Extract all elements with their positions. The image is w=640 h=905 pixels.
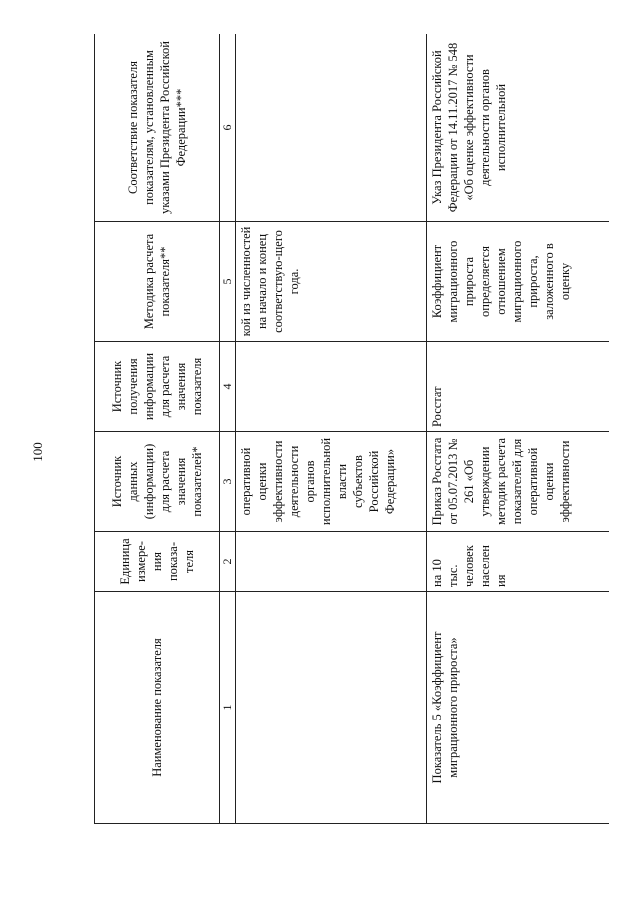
data-source-cell: Приказ Росстата от 05.07.2013 № 261 «Об утверждении методик расчета показателей для оперативной оценки эффективности bbox=[427, 432, 609, 532]
column-number: 5 bbox=[220, 222, 236, 342]
header-compliance: Соответствие показателя показателям, установленным указами Президента Российской Федерации*** bbox=[95, 34, 220, 222]
column-number: 2 bbox=[220, 532, 236, 592]
page-number: 100 bbox=[30, 442, 45, 462]
indicator-name-cell: Показатель 5 «Коэффициент миграционного прироста» bbox=[427, 592, 609, 824]
table-cell: кой из численностей на начало и конец соответствую-щего года. bbox=[236, 222, 427, 342]
table-cell: оперативной оценки эффективности деятельности органов исполнительной власти субъектов Российской Федерации» bbox=[236, 432, 427, 532]
header-indicator-name: Наименование показателя bbox=[95, 592, 220, 824]
table-cell bbox=[236, 532, 427, 592]
column-number: 4 bbox=[220, 342, 236, 432]
info-source-cell: Росстат bbox=[427, 342, 609, 432]
continuation-row bbox=[236, 34, 427, 824]
column-number-row bbox=[220, 34, 236, 824]
indicator-row bbox=[427, 34, 609, 824]
method-cell: Коэффициент миграционного прироста определяется отношением миграционного прироста, заложенного в оценку bbox=[427, 222, 609, 342]
header-data-source: Источник данных (информации) для расчета значения показателей* bbox=[95, 432, 220, 532]
header-unit: Единица измере-ния показа-теля bbox=[95, 532, 220, 592]
table-container bbox=[94, 34, 609, 824]
table-cell bbox=[236, 342, 427, 432]
header-info-source: Источник получения информации для расчета значения показателя bbox=[95, 342, 220, 432]
header-method: Методика расчета показателя** bbox=[95, 222, 220, 342]
column-number: 1 bbox=[220, 592, 236, 824]
table-cell bbox=[236, 34, 427, 222]
column-number: 3 bbox=[220, 432, 236, 532]
compliance-cell: Указ Президента Российской Федерации от 14.11.2017 № 548 «Об оценке эффективности деятельности органов исполнительной bbox=[427, 34, 609, 222]
column-number: 6 bbox=[220, 34, 236, 222]
indicator-table bbox=[94, 34, 609, 824]
header-row bbox=[95, 34, 220, 824]
unit-cell: на 10 тыс. человек населен ия bbox=[427, 532, 609, 592]
table-cell bbox=[236, 592, 427, 824]
